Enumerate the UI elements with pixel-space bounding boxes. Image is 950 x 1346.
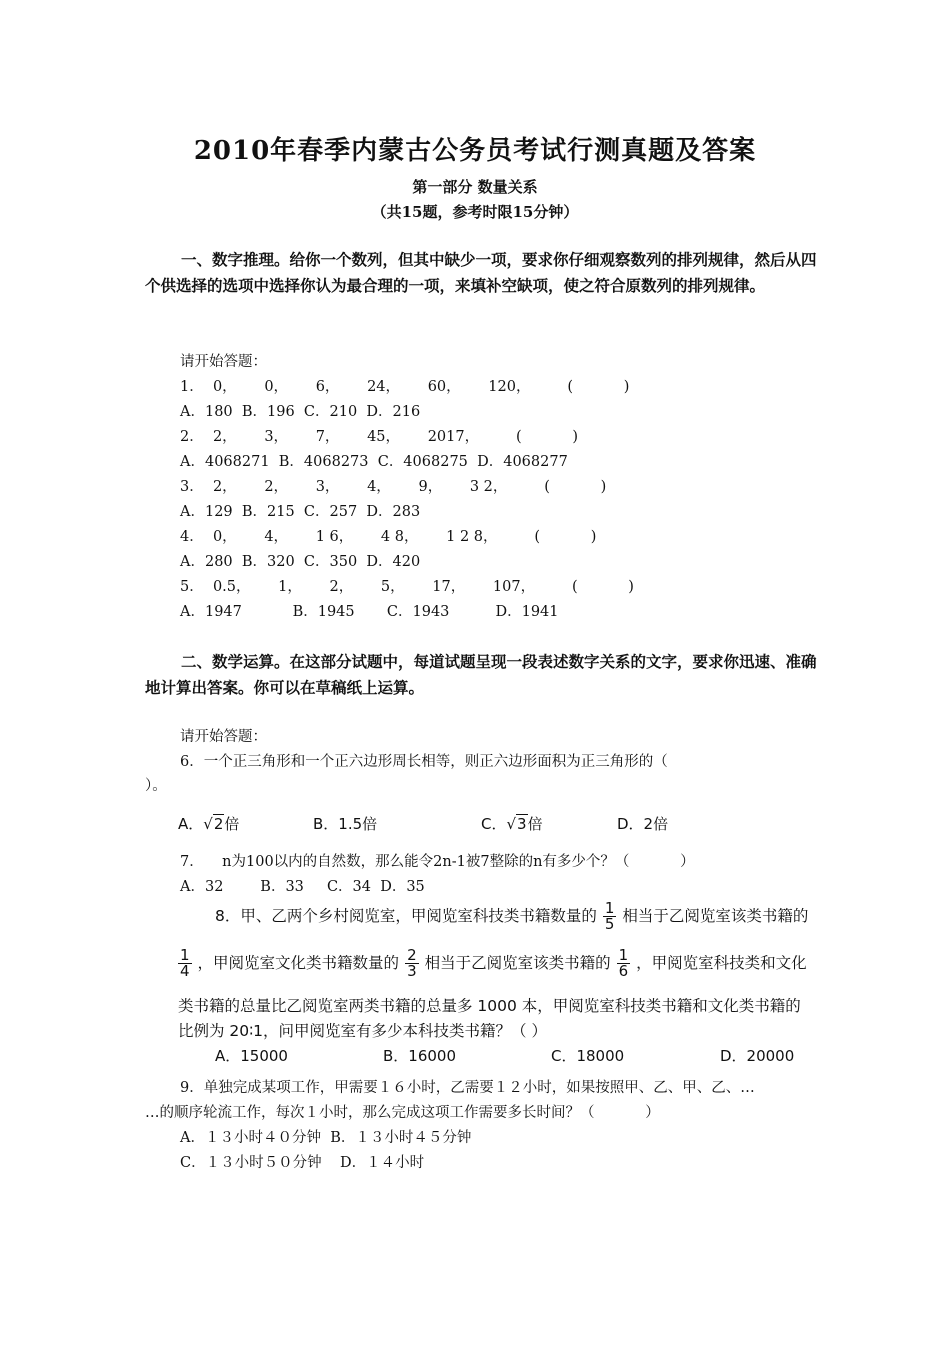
q5-options: A．1947 B．1945 C．1943 D．1941 — [180, 604, 559, 620]
q7-question: 7． n为100以内的自然数，那么能令2n-1被7整除的n有多少个？（ ） — [180, 854, 695, 870]
section2-start: 请开始答题： — [180, 729, 267, 745]
q6-option-c-suffix: 倍 — [527, 815, 543, 833]
q6-option-c-prefix: C． — [481, 815, 507, 833]
q6-option-a-prefix: A． — [178, 815, 204, 833]
fraction-denominator: 4 — [180, 962, 190, 980]
q1-options: A．180 B．196 C．210 D．216 — [180, 404, 421, 420]
part-heading: 第一部分 数量关系 — [412, 178, 538, 196]
q9-question: 9．单独完成某项工作，甲需要１６小时，乙需要１２小时，如果按照甲、乙、甲、乙、… — [180, 1080, 755, 1096]
q8-option-a: A．15000 — [215, 1047, 288, 1065]
q6-question-end: ）。 — [145, 778, 167, 794]
sqrt-icon: √2 — [203, 815, 224, 833]
q4-sequence: 4． 0， 4， 1 6， 4 8， 1 2 8， ( ) — [180, 529, 597, 545]
q8-line3: 类书籍的总量比乙阅览室两类书籍的总量多 1000 本，甲阅览室科技类书籍和文化类书籍的 — [178, 997, 801, 1015]
q8-line4: 比例为 20∶1，问甲阅览室有多少本科技类书籍？（ ） — [178, 1022, 547, 1040]
q5-sequence: 5． 0.5， 1， 2， 5， 17， 107， ( ) — [180, 579, 634, 595]
fraction-numerator: 1 — [604, 899, 615, 917]
q6-option-a — [178, 813, 239, 834]
q8-line2-text2: 相当于乙阅览室该类书籍的 — [424, 954, 611, 972]
part-note: （共15题，参考时限15分钟） — [371, 203, 579, 221]
q3-options: A．129 B．215 C．257 D．283 — [180, 504, 421, 520]
q3-sequence: 3． 2， 2， 3， 4， 9， 3 2， ( ) — [180, 479, 607, 495]
fraction-denominator: 5 — [604, 915, 615, 933]
fraction — [603, 901, 617, 932]
fraction — [405, 948, 419, 979]
q8-option-b: B．16000 — [383, 1047, 457, 1065]
q9-options-ab: A．１３小时４０分钟 B．１３小时４５分钟 — [180, 1130, 472, 1146]
q9-question-cont: …的顺序轮流工作，每次１小时，那么完成这项工作需要多长时间？（ ） — [145, 1105, 660, 1121]
q8-line2 — [178, 948, 807, 979]
q4-options: A．280 B．320 C．350 D．420 — [180, 554, 421, 570]
fraction — [178, 948, 192, 979]
q2-options: A．4068271 B．4068273 C．4068275 D．4068277 — [180, 454, 568, 470]
fraction — [617, 948, 631, 979]
q2-sequence: 2． 2， 3， 7， 45， 2017， ( ) — [180, 429, 578, 445]
q6-option-d: D．2倍 — [617, 815, 669, 833]
q8-line2-text3: ，甲阅览室科技类和文化 — [636, 954, 807, 972]
q8-option-d: D．20000 — [720, 1047, 795, 1065]
fraction-denominator: 6 — [618, 962, 629, 980]
section1-start: 请开始答题： — [180, 354, 267, 370]
fraction-denominator: 3 — [407, 962, 417, 980]
q6-question: 6．一个正三角形和一个正六边形周长相等，则正六边形面积为正三角形的（ — [180, 754, 668, 770]
q8-line1-tail: 相当于乙阅览室该类书籍的 — [622, 907, 809, 925]
q6-option-b: B．1.5倍 — [313, 815, 378, 833]
section1-intro: 一、数字推理。给你一个数列，但其中缺少一项，要求你仔细观察数列的排列规律，然后从四个供选择的选项中选择你认为最合理的一项，来填补空缺项，使之符合原数列的排列规律。 — [145, 250, 817, 295]
q9-options-cd: C．１３小时５０分钟 D．１４小时 — [180, 1155, 425, 1171]
q6-option-c-radicand: 3 — [517, 815, 527, 833]
q8-line1 — [215, 901, 808, 932]
q1-sequence: 1． 0， 0， 6， 24， 60， 120， ( ) — [180, 379, 630, 395]
q7-options: A．32 B．33 C．34 D．35 — [180, 879, 425, 895]
page-title: 2010年春季内蒙古公务员考试行测真题及答案 — [193, 136, 757, 166]
sqrt-icon: √3 — [506, 815, 527, 833]
section2-intro: 二、数学运算。在这部分试题中，每道试题呈现一段表述数字关系的文字，要求你迅速、准确地计算出答案。你可以在草稿纸上运算。 — [145, 652, 817, 697]
q8-line1-text: 8．甲、乙两个乡村阅览室，甲阅览室科技类书籍数量的 — [215, 907, 597, 925]
fraction-numerator: 1 — [180, 946, 190, 964]
fraction-numerator: 2 — [407, 946, 417, 964]
q8-line2-text1: ，甲阅览室文化类书籍数量的 — [197, 954, 400, 972]
q6-option-a-radicand: 2 — [213, 815, 224, 833]
q6-option-c — [481, 813, 543, 834]
q6-option-a-suffix: 倍 — [224, 815, 240, 833]
fraction-numerator: 1 — [618, 946, 629, 964]
q8-option-c: C．18000 — [551, 1047, 625, 1065]
